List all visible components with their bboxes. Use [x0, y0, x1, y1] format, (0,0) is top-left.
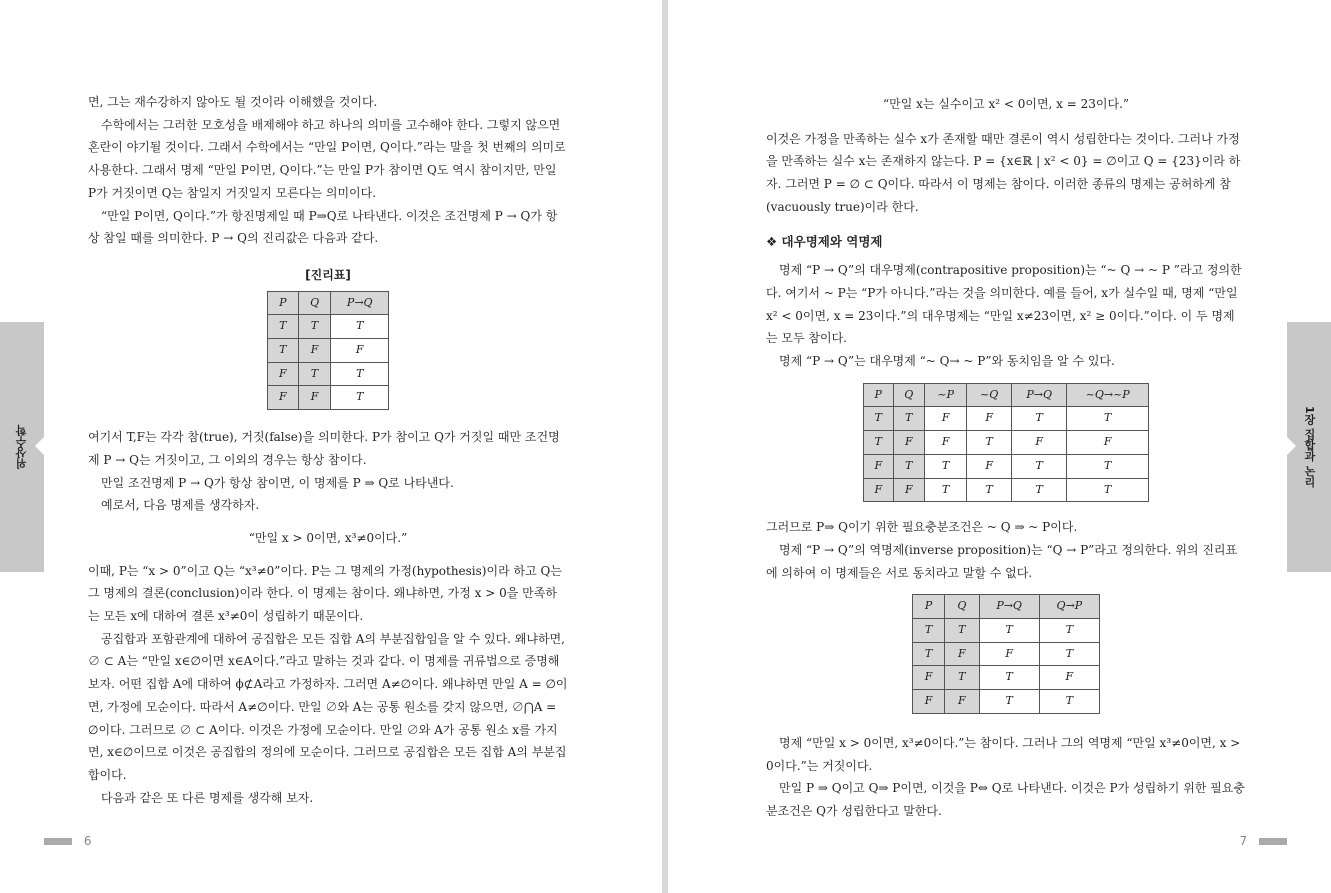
table-cell: T	[945, 666, 979, 690]
table-cell: F	[1039, 666, 1099, 690]
side-tab-label: 위상수학	[15, 425, 28, 469]
paragraph: 이것은 가정을 만족하는 실수 x가 존재할 때만 결론이 역시 성립한다는 것이다. 그러나 가정을 만족하는 실수 x는 존재하지 않는다. P = {x∈ℝ | x² < 0} = ∅이고 Q = {23}이라 하자. 그러면 P = ∅ ⊂ Q이다. 따라서 이 명제는 참이다. 이러한 종류의 명제는 공허하게 참 (vacuously true)이라 한다.	[766, 131, 1241, 214]
paragraph: 명제 “P → Q”의 대우명제(contrapositive proposition)는 “~ Q → ~ P ”라고 정의한다. 여기서 ~ P는 “P가 아니다.”라는 것을 의미한다. 예를 들어, x가 실수일 때, 명제 “만일 x² < 0이면, x = 23이다.”의 대우명제는 “만일 x≠23이면, x² ≥ 0이다.”이다. 이 두 명제는 모두 참이다.	[766, 263, 1242, 346]
table-cell: T	[268, 339, 299, 363]
section-heading: ❖ 대우명제와 역명제	[766, 233, 883, 249]
table-cell: T	[1012, 478, 1067, 502]
table-cell: F	[331, 339, 389, 363]
table-cell: F	[1012, 431, 1067, 455]
paragraph: 이때, P는 “x > 0”이고 Q는 “x³≠0”이다. P는 그 명제의 가정(hypothesis)이라 하고 Q는 그 명제의 결론(conclusion)이라 한다. 이 명제는 참이다. 왜냐하면, 가정 x > 0을 만족하는 모든 x에 대하여 결론 x³≠0이 성립하기 때문이다.	[88, 563, 562, 624]
table-cell: F	[864, 454, 894, 478]
table-row	[913, 690, 1100, 714]
table-cell: T	[1012, 407, 1067, 431]
table-cell: F	[945, 690, 979, 714]
table-cell: F	[893, 478, 925, 502]
footer-bar	[1259, 838, 1287, 845]
table-cell: F	[979, 642, 1039, 666]
table-cell: T	[1012, 454, 1067, 478]
table-cell: F	[967, 407, 1012, 431]
table-cell: T	[331, 362, 389, 386]
table-cell: F	[967, 454, 1012, 478]
table-cell: F	[1067, 431, 1149, 455]
table-cell: F	[945, 642, 979, 666]
quoted-proposition: “만일 x는 실수이고 x² < 0이면, x = 23이다.”	[882, 97, 1130, 111]
table-header-cell: ~Q	[967, 383, 1012, 407]
table-row	[864, 407, 1149, 431]
table-row	[864, 431, 1149, 455]
table-row	[268, 362, 389, 386]
table-cell: T	[1067, 454, 1149, 478]
table-cell: T	[979, 619, 1039, 643]
truth-table-2	[863, 383, 1149, 503]
table-row	[864, 454, 1149, 478]
table-cell: T	[925, 454, 967, 478]
truth-table-3	[912, 594, 1100, 714]
page-number: 6	[83, 834, 92, 848]
table-row	[913, 619, 1100, 643]
table-cell: F	[298, 386, 331, 410]
paragraph: 공집합과 포함관계에 대하여 공집합은 모든 집합 A의 부분집합임을 알 수 있다. 왜냐하면, ∅ ⊂ A는 “만일 x∈∅이면 x∈A이다.”라고 말하는 것과 같다. 이 명제를 귀류법으로 증명해 보자. 어떤 집합 A에 대하여 ϕ⊄A라고 가정하자. 그러면 A≠∅이다. 왜냐하면 만일 A = ∅이면, 가정에 모순이다. 따라서 A≠∅이다. 만일 ∅와 A는 공통 원소를 갖지 않으면, ∅⋂A = ∅이다. 그러므로 ∅ ⊂ A이다. 이것은 가정에 모순이다. 만일 ∅와 A가 공통 원소 x를 가지면, x∈∅이므로 이것은 공집합의 정의에 모순이다. 그러므로 공집합은 모든 집합 A의 부분집합이다.	[88, 631, 568, 782]
table-cell: T	[913, 619, 945, 643]
table-cell: T	[967, 431, 1012, 455]
left-page	[0, 0, 662, 893]
table-cell: F	[913, 666, 945, 690]
quoted-proposition: “만일 x > 0이면, x³≠0이다.”	[248, 530, 408, 545]
table-cell: T	[913, 642, 945, 666]
table-cell: T	[331, 315, 389, 339]
chapter-side-tab	[1287, 322, 1331, 572]
table-cell: T	[1039, 642, 1099, 666]
paragraph: 여기서 T,F는 각각 참(true), 거짓(false)을 의미한다. P가 참이고 Q가 거짓일 때만 조건명제 P → Q는 거짓이고, 그 이외의 경우는 항상 참이다.	[88, 430, 560, 467]
table-cell: T	[967, 478, 1012, 502]
table-header-cell: Q	[893, 383, 925, 407]
table-cell: F	[925, 431, 967, 455]
truth-table-1	[267, 291, 389, 411]
table-header-cell: P	[268, 291, 299, 315]
table-cell: T	[1067, 478, 1149, 502]
table-header-row	[864, 383, 1149, 407]
table-cell: T	[945, 619, 979, 643]
table-cell: T	[1067, 407, 1149, 431]
table-header-row	[268, 291, 389, 315]
paragraph: 수학에서는 그러한 모호성을 배제해야 하고 하나의 의미를 고수해야 한다. 그렇지 않으면 혼란이 야기될 것이다. 그래서 수학에서는 “만일 P이면, Q이다.”라는 말을 첫 번째의 의미로 사용한다. 그래서 명제 “만일 P이면, Q이다.”는 만일 P가 참이면 Q도 역시 참이지만, 만일 P가 거짓이면 Q는 참일지 거짓일지 모른다는 의미이다.	[88, 117, 566, 200]
table-cell: T	[331, 386, 389, 410]
table-header-cell: Q	[945, 595, 979, 619]
paragraph: 명제 “P → Q”는 대우명제 “~ Q→ ~ P”와 동치임을 알 수 있다.	[779, 354, 1115, 369]
table-cell: T	[268, 315, 299, 339]
table-header-cell: ~P	[925, 383, 967, 407]
table-cell: T	[864, 407, 894, 431]
table-cell: T	[1039, 690, 1099, 714]
table-header-cell: P→Q	[1012, 383, 1067, 407]
table-header-cell: Q	[298, 291, 331, 315]
right-page-body	[766, 93, 1246, 823]
table-cell: T	[864, 431, 894, 455]
footer-bar	[44, 838, 72, 845]
table-cell: F	[268, 386, 299, 410]
table-cell: T	[979, 666, 1039, 690]
table-cell: T	[979, 690, 1039, 714]
table-row	[913, 666, 1100, 690]
side-tab-label: 1장 집합과 논리	[1303, 406, 1316, 488]
table-cell: F	[913, 690, 945, 714]
table-header-cell: P→Q	[979, 595, 1039, 619]
table-cell: F	[925, 407, 967, 431]
table-cell: F	[864, 478, 894, 502]
page-footer	[44, 834, 91, 848]
paragraph: 명제 “만일 x > 0이면, x³≠0이다.”는 참이다. 그러나 그의 역명제 “만일 x³≠0이면, x > 0이다.”는 거짓이다.	[766, 735, 1241, 773]
table-header-cell: Q→P	[1039, 595, 1099, 619]
table-header-cell: P	[864, 383, 894, 407]
table-row	[268, 339, 389, 363]
table-cell: F	[268, 362, 299, 386]
table-cell: T	[298, 315, 331, 339]
table-header-cell: P→Q	[331, 291, 389, 315]
table-cell: T	[893, 454, 925, 478]
paragraph: 다음과 같은 또 다른 명제를 생각해 보자.	[101, 790, 314, 805]
table-row	[864, 478, 1149, 502]
left-page-body	[88, 91, 568, 809]
table-cell: T	[893, 407, 925, 431]
chapter-side-tab	[0, 322, 44, 572]
paragraph: 만일 P ⇒ Q이고 Q⇒ P이면, 이것을 P⇔ Q로 나타낸다. 이것은 P가 성립하기 위한 필요충분조건은 Q가 성립한다고 말한다.	[766, 781, 1245, 818]
table-cell: F	[298, 339, 331, 363]
table-header-cell: ~Q→~P	[1067, 383, 1149, 407]
paragraph: 면, 그는 재수강하지 않아도 될 것이라 이해했을 것이다.	[88, 95, 378, 109]
truth-table-title: [진리표]	[305, 267, 351, 282]
table-header-row	[913, 595, 1100, 619]
table-row	[913, 642, 1100, 666]
paragraph: 그러므로 P⇒ Q이기 위한 필요충분조건은 ~ Q ⇒ ~ P이다.	[766, 520, 1078, 535]
table-row	[268, 386, 389, 410]
table-row	[268, 315, 389, 339]
paragraph: 명제 “P → Q”의 역명제(inverse proposition)는 “Q → P”라고 정의한다. 위의 진리표에 의하여 이 명제들은 서로 동치라고 말할 수 없다.	[766, 542, 1238, 580]
paragraph: 예로서, 다음 명제를 생각하자.	[101, 498, 260, 513]
table-cell: T	[298, 362, 331, 386]
table-cell: T	[925, 478, 967, 502]
table-header-cell: P	[913, 595, 945, 619]
table-cell: F	[893, 431, 925, 455]
right-page	[668, 0, 1331, 893]
paragraph: 만일 조건명제 P → Q가 항상 참이면, 이 명제를 P ⇒ Q로 나타낸다.	[101, 475, 454, 490]
page-number: 7	[1239, 834, 1248, 848]
page-footer	[1240, 834, 1287, 848]
paragraph: “만일 P이면, Q이다.”가 항진명제일 때 P⇒Q로 나타낸다. 이것은 조건명제 P → Q가 항상 참일 때를 의미한다. P → Q의 진리값은 다음과 같다.	[88, 208, 558, 246]
table-cell: T	[1039, 619, 1099, 643]
